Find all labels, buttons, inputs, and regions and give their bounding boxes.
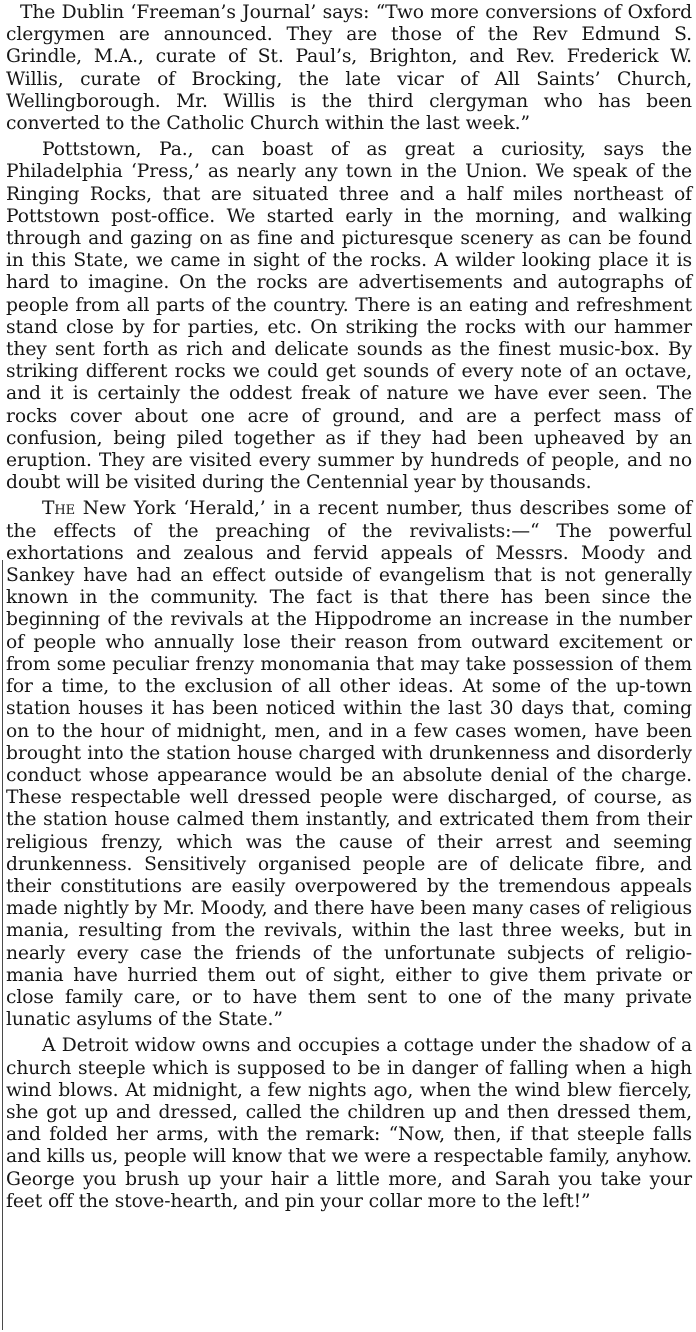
- article-column: [6, 2, 692, 1217]
- paragraph-ringing-rocks: [6, 139, 692, 494]
- paragraph-text: Pottstown, Pa., can boast of as great a curiosity, says the Philadelphia ‘Press,’ as nearly any town in the Union. We speak of the Ringing Rocks, that are situated three and a half miles northeast of Pottstown post-office. We started early in the morning, and walking through and gazing on as fine and picturesque scenery as can be found in this State, we came in sight of the rocks. A wilder looking place it is hard to imagine. On the rocks are advertisements and autographs of people from all parts of the country. There is an eating and refreshment stand close by for parties, etc. On striking the rocks with our hammer they sent forth as rich and delicate sounds as the finest music-box. By striking different rocks we could get sounds of every note of an octave, and it is certainly the oddest freak of nature we have ever seen. The rocks cover about one acre of ground, and are a perfect mass of confusion, being piled together as if they had been upheaved by an eruption. They are visited every summer by hundreds of people, and no doubt will be visited during the Centennial year by thousands.: [6, 139, 692, 494]
- paragraph-detroit-widow: [6, 1035, 692, 1213]
- paragraph-freemans-journal: [6, 2, 692, 135]
- paragraph-text: A Detroit widow owns and occupies a cottage under the shadow of a church steeple which is supposed to be in danger of falling when a high wind blows. At midnight, a few nights ago, when the wind blew fiercely, she got up and dressed, called the children up and then dressed them, and folded her arms, with the remark: “Now, then, if that steeple falls and kills us, people will know that we were a respectable family, anyhow. George you brush up your hair a little more, and Sarah you take your feet off the stove-hearth, and pin your collar more to the left!”: [6, 1035, 692, 1212]
- paragraph-new-york-herald: [6, 498, 692, 1031]
- paragraph-text: The Dublin ‘Freeman’s Journal’ says: “Two more conversions of Oxford clergymen are announced. They are those of the Rev Edmund S. Grindle, M.A., curate of St. Paul’s, Brighton, and Rev. Frederick W. Willis, curate of Brocking, the late vicar of All Saints’ Church, Wellingborough. Mr. Willis is the third clergyman who has been converted to the Catholic Church within the last week.”: [6, 2, 692, 135]
- column-rule: [2, 560, 3, 1330]
- paragraph-lead-word: The: [42, 498, 75, 520]
- paragraph-text: New York ‘Herald,’ in a recent number, thus describes some of the effects of the preaching of the revivalists:—“ The powerful exhortations and zealous and fervid appeals of Messrs. Moody and Sankey have had an effect outside of evangelism that is not generally known in the community. The fact is that there has been since the beginning of the revivals at the Hippodrome an increase in the number of people who annually lose their reason from outward excitement or from some peculiar frenzy monomania that may take possession of them for a time, to the exclusion of all other ideas. At some of the up-town station houses it has been noticed within the last 30 days that, coming on to the hour of midnight, men, and in a few cases women, have been brought into the station house charged with drunkenness and disorderly conduct whose appearance would be an absolute denial of the charge. These respectable well dressed people were discharged, of course, as the station house calmed them instantly, and extricated them from their religious frenzy, which was the cause of their arrest and seeming drunkenness. Sensitively organised people are of delicate fibre, and their constitutions are easily overpowered by the tremendous appeals made nightly by Mr. Moody, and there have been many cases of religious mania, resulting from the revivals, within the last three weeks, but in nearly every case the friends of the unfortunate subjects of religio-mania have hurried them out of sight, either to give them private or close family care, or to have them sent to one of the many private lunatic asylums of the State.”: [6, 498, 692, 1031]
